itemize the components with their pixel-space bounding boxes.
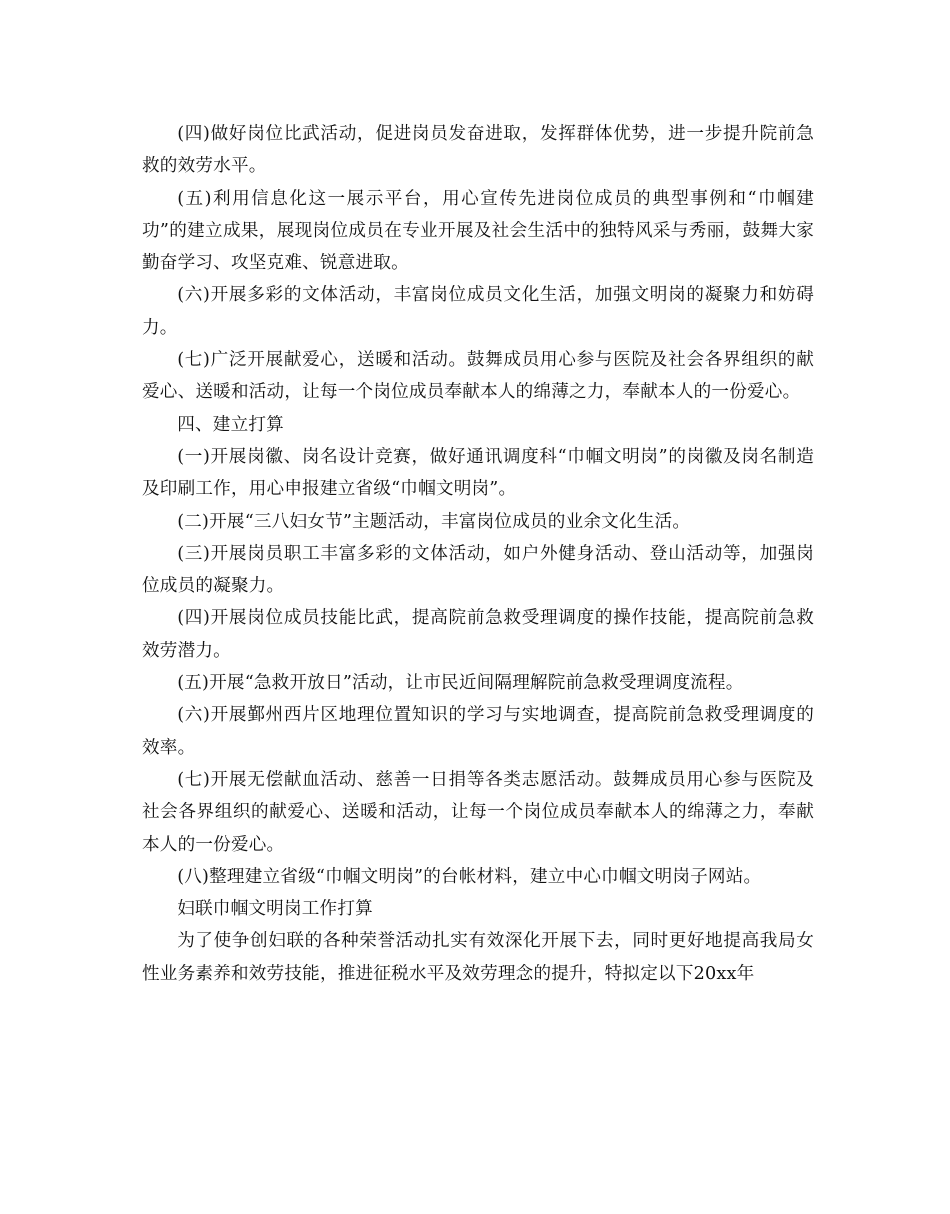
paragraph-activity-6: (六)开展多彩的文体活动，丰富岗位成员文化生活，加强文明岗的凝聚力和妨碍力。 [142,285,814,338]
paragraph-activity-5: (五)利用信息化这一展示平台，用心宣传先进岗位成员的典型事例和“巾帼建功”的建立成果，展现岗位成员在专业开展及社会生活中的独特风采与秀丽，鼓舞大家勤奋学习、攻坚克难、锐意进取。 [142,188,814,274]
paragraph-plan-6: (六)开展鄞州西片区地理位置知识的学习与实地调查，提高院前急救受理调度的效率。 [142,705,814,758]
paragraph-plan-5: (五)开展“急救开放日”活动，让市民近间隔理解院前急救受理调度流程。 [177,673,744,694]
paragraph-plan-2: (二)开展“三八妇女节”主题活动，丰富岗位成员的业余文化生活。 [177,511,691,532]
document-body [142,118,814,990]
paragraph-plan-1: (一)开展岗徽、岗名设计竞赛，做好通讯调度科“巾帼文明岗”的岗徽及岗名制造及印刷工作，用心申报建立省级“巾帼文明岗”。 [142,446,814,500]
subtitle-womens-federation-plan: 妇联巾帼文明岗工作打算 [177,899,373,920]
paragraph-intro: 为了使争创妇联的各种荣誉活动扎实有效深化开展下去，同时更好地提高我局女性业务素养和效劳技能，推进征税水平及效劳理念的提升，特拟定以下20xx年 [142,931,814,984]
paragraph-plan-3: (三)开展岗员职工丰富多彩的文体活动，如户外健身活动、登山活动等，加强岗位成员的凝聚力。 [142,543,814,597]
section-heading-plan: 四、建立打算 [177,414,284,435]
paragraph-activity-4: (四)做好岗位比武活动，促进岗员发奋进取，发挥群体优势，进一步提升院前急救的效劳水平。 [142,124,814,177]
paragraph-activity-7: (七)广泛开展献爱心，送暖和活动。鼓舞成员用心参与医院及社会各界组织的献爱心、送暖和活动，让每一个岗位成员奉献本人的绵薄之力，奉献本人的一份爱心。 [142,350,814,403]
paragraph-plan-4: (四)开展岗位成员技能比武，提高院前急救受理调度的操作技能，提高院前急救效劳潜力。 [142,608,814,661]
paragraph-plan-8: (八)整理建立省级“巾帼文明岗”的台帐材料，建立中心巾帼文明岗子网站。 [177,866,762,887]
paragraph-plan-7: (七)开展无偿献血活动、慈善一日捐等各类志愿活动。鼓舞成员用心参与医院及社会各界组织的献爱心、送暖和活动，让每一个岗位成员奉献本人的绵薄之力，奉献本人的一份爱心。 [142,769,814,855]
